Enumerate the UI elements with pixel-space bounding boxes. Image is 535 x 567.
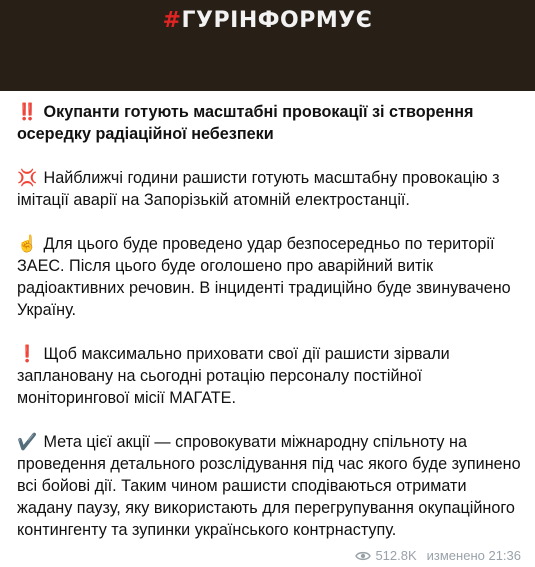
paragraph-1 [17,167,522,211]
paragraph-3 [17,343,522,409]
paragraph-text: Для цього буде проведено удар безпосередньо по території ЗАЕС. Після цього буде оголошено про аварійний витік радіоактивних речовин. В інциденті традиційно буде звинувачено Україну. [17,235,511,319]
banner-title-text: ГУРІНФОРМУЄ [181,8,373,33]
banner-hash: # [162,8,182,33]
double-exclamation-icon: ‼️ [17,103,38,121]
pointing-up-icon: ☝️ [17,235,38,253]
check-mark-icon: ✔️ [17,433,38,451]
eye-icon [355,550,371,562]
anger-symbol-icon: 💢 [17,169,38,187]
banner-title [0,8,535,33]
message-text [17,101,522,563]
paragraph-text: Найближчі години рашисти готують масштабну провокацію з імітації аварії на Запорізькій атомній електростанції. [17,169,500,209]
headline-text: Окупанти готують масштабні провокації зі створення осередку радіаційної небезпеки [17,103,474,143]
paragraph-4 [17,431,522,541]
post-headline [17,101,522,145]
views-count: 512.8K [375,548,417,563]
paragraph-2 [17,233,522,321]
channel-banner [0,0,535,91]
paragraph-text: Щоб максимально приховати свої дії рашисти зірвали заплановану на сьогодні ротацію персоналу постійної моніторингової місії МАГАТЕ. [17,345,450,407]
edited-timestamp: изменено 21:36 [426,548,521,563]
paragraph-text: Мета цієї акції — спровокувати міжнародну спільноту на проведення детального розслідування під час якого буде зупинено всі бойові дії. Таким чином рашисти сподіваються отримати жадану паузу, яку використають для перегрупування окупаційного контингенту та зупинки українського контрнаступу. [17,433,521,539]
exclamation-icon: ❗️ [17,345,38,363]
message-meta [355,548,521,563]
